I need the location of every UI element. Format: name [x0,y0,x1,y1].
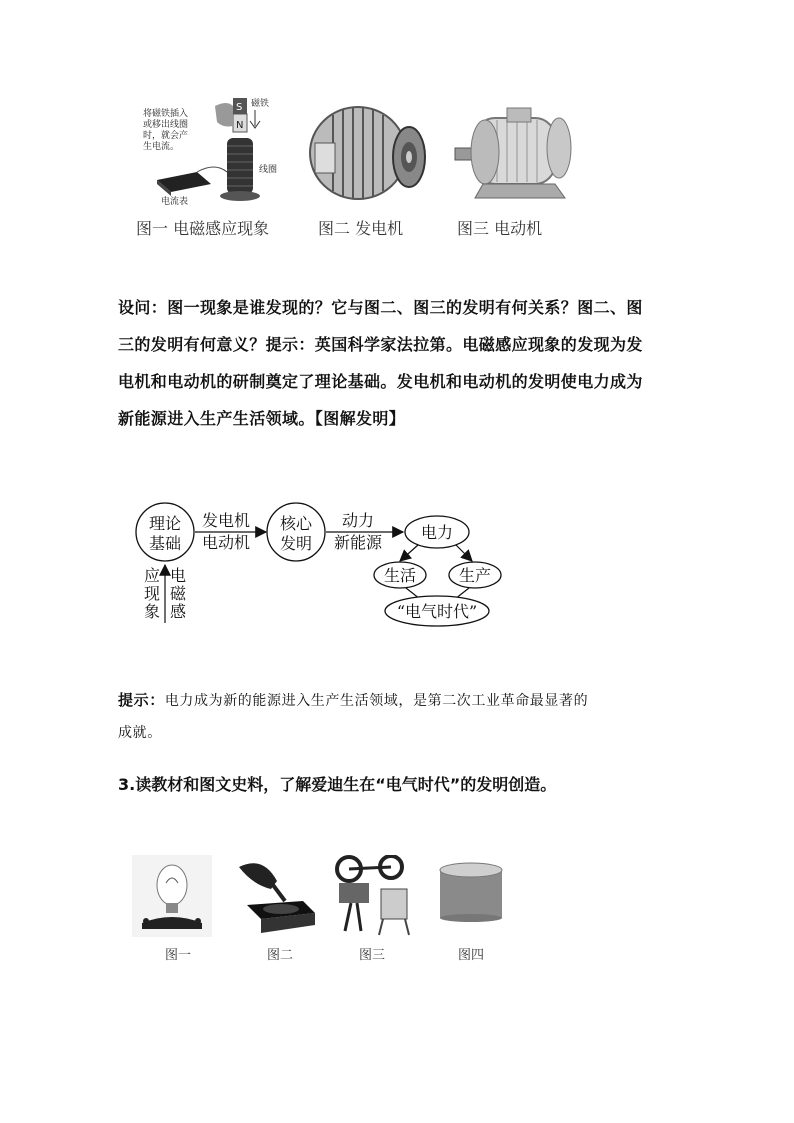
question-line-2: 三的发明有何意义？提示：英国科学家法拉第。电磁感应现象的发现为发 [118,335,643,354]
vertical-left-3: 象 [143,602,161,621]
life-node-label: 生活 [383,566,417,585]
figure-caption-generator: 图二 发电机 [318,219,404,238]
arrow1-top-label: 发电机 [201,511,251,530]
meter-label: 电流表 [161,197,189,207]
arrow2-top-label: 动力 [341,511,375,530]
generator-illustration [303,95,433,207]
arrow2-bottom-label: 新能源 [333,533,383,552]
fig1-instruction-text: 将磁铁插入 或移出线圈 时，就会产 生电流。 [143,109,189,152]
magnet-pole-s: S [236,102,243,113]
magnet-label: 磁铁 [251,99,270,109]
item-3-heading: 3.读教材和图文史料，了解爱迪生在“电气时代”的发明创造。 [118,775,557,794]
question-paragraph [118,289,678,437]
invention-flow-diagram [120,495,520,635]
coil-label: 线圈 [259,165,278,175]
light-bulb-illustration [132,855,212,937]
tip-paragraph [118,684,678,749]
storage-battery-illustration [438,860,504,922]
vertical-right-2: 磁 [169,584,187,603]
bottom-caption-4: 图四 [458,948,485,963]
electric-era-label: “电气时代” [396,602,478,621]
vertical-left-1: 应 [143,566,161,585]
vertical-right-1: 电 [169,566,187,585]
electric-motor-illustration [447,98,577,206]
power-node-label: 电力 [420,523,454,542]
bottom-caption-2: 图二 [267,948,294,963]
film-projector-illustration [331,855,420,937]
figure-caption-motor: 图三 电动机 [457,219,543,238]
theory-node-label-1: 理论 [148,514,182,533]
electromagnetic-induction-illustration [135,92,295,207]
vertical-left-2: 现 [143,584,161,603]
vertical-right-3: 感 [169,602,187,621]
bottom-caption-3: 图三 [359,948,386,963]
phonograph-illustration [233,855,319,937]
theory-node-label-2: 基础 [148,534,182,553]
core-node-label-2: 发明 [279,534,313,553]
tip-label: 提示： [118,691,165,709]
tip-line-2: 成就。 [118,725,162,741]
question-line-3: 电机和电动机的研制奠定了理论基础。发电机和电动机的发明使电力成为 [118,372,643,391]
question-line-1: 设问：图一现象是谁发现的？它与图二、图三的发明有何关系？图二、图 [118,298,643,317]
core-node-label-1: 核心 [279,514,313,533]
figure-caption-induction: 图一 电磁感应现象 [136,219,270,238]
production-node-label: 生产 [458,566,492,585]
arrow1-bottom-label: 电动机 [201,533,251,552]
question-line-4: 新能源进入生产生活领域。【图解发明】 [118,409,406,428]
magnet-pole-n: N [236,120,244,131]
bottom-caption-1: 图一 [165,948,192,963]
tip-line-1: 电力成为新的能源进入生产生活领域，是第二次工业革命最显著的 [164,693,589,709]
